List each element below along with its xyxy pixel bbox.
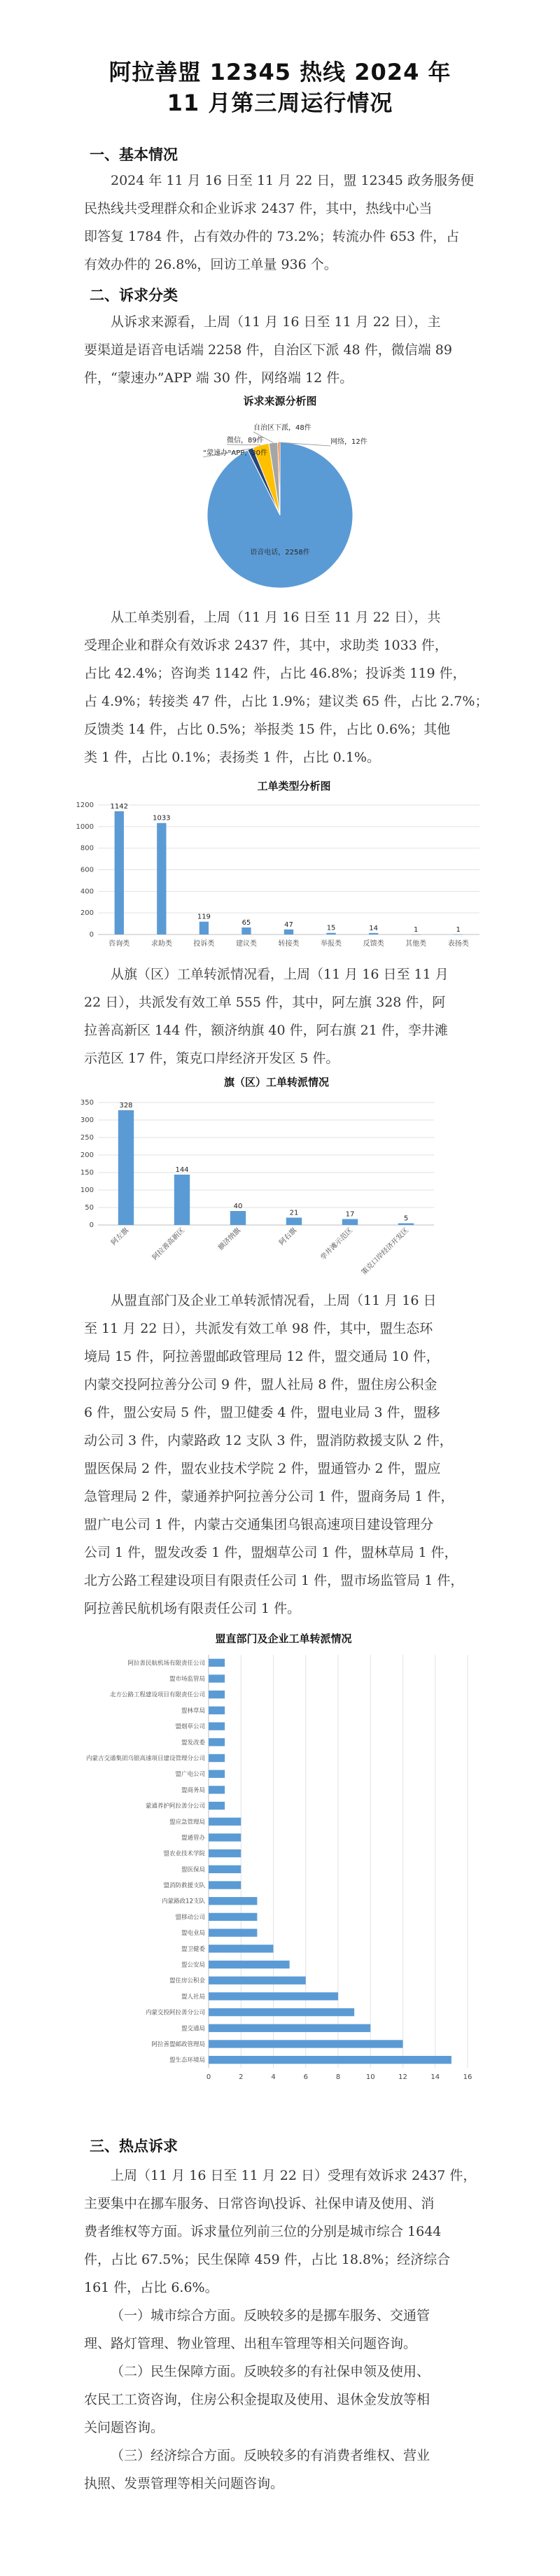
doc-title-line2: 11 月第三周运行情况 (167, 90, 393, 116)
x-tick-label: 求助类 (150, 940, 172, 948)
section1-heading: 一、基本情况 (90, 146, 178, 163)
bar (209, 2040, 403, 2047)
text-line: 盟医保局 2 件，盟农业技术学院 2 件，盟通管办 2 件，盟应 (84, 1461, 441, 1476)
text-line: 反馈类 14 件，占比 0.5%；举报类 15 件，占比 0.6%；其他 (84, 722, 451, 737)
x-tick-label: 14 (430, 2073, 440, 2081)
bar-value-label: 40 (233, 1203, 243, 1210)
department-chart-title: 盟直部门及企业工单转派情况 (215, 1632, 352, 1645)
bar (209, 1707, 225, 1714)
text-line: 境局 15 件，阿拉善盟邮政管理局 12 件，盟交通局 10 件， (84, 1349, 440, 1364)
text-line: 急管理局 2 件，蒙通养护阿拉善分公司 1 件，盟商务局 1 件， (84, 1489, 454, 1504)
y-tick-label: 150 (80, 1169, 94, 1177)
bar (209, 1754, 225, 1762)
text-line: 内蒙交投阿拉善分公司 9 件，盟人社局 8 件，盟住房公积金 (84, 1377, 438, 1392)
x-tick-label: 6 (303, 2073, 308, 2081)
text-line: 农民工工资咨询，住房公积金提取及使用、退休金发放等相 (84, 2392, 430, 2407)
text-line: 占比 42.4%；咨询类 1142 件，占比 46.8%；投诉类 119 件， (84, 666, 466, 681)
pie-data-label: 语音电话，2258件 (250, 549, 310, 556)
text-line: （二）民生保障方面。反映较多的有社保申领及使用、 (111, 2364, 430, 2379)
department-bar-svg (84, 1631, 483, 2121)
y-tick-label: 盟生态环境局 (169, 2057, 205, 2064)
y-tick-label: 盟电业局 (181, 1930, 205, 1938)
y-tick-label: 盟卫健委 (181, 1945, 205, 1953)
text-line: 关问题咨询。 (84, 2420, 164, 2435)
text-line: 从盟直部门及企业工单转派情况看，上周（11 月 16 日 (111, 1293, 437, 1308)
x-tick-label: 12 (398, 2073, 407, 2081)
y-tick-label: 盟通管办 (181, 1834, 205, 1842)
district-chart-title: 旗（区）工单转派情况 (223, 1076, 330, 1088)
y-tick-label: 0 (89, 931, 94, 939)
text-line: 理、路灯管理、物业管理、出租车管理等相关问题咨询。 (84, 2336, 417, 2351)
text-line: 件，“蒙速办”APP 端 30 件，网络端 12 件。 (84, 370, 354, 386)
bar (209, 1722, 225, 1730)
x-tick-label: 2 (239, 2073, 244, 2081)
bar (326, 933, 335, 934)
text-line: 要渠道是语音电话端 2258 件，自治区下派 48 件，微信端 89 (84, 342, 452, 358)
y-tick-label: 盟消防救援支队 (163, 1882, 205, 1890)
x-tick-label: 举报类 (321, 940, 342, 948)
x-tick-label: 8 (335, 2073, 341, 2081)
text-line: 民热线共受理群众和企业诉求 2437 件，其中，热线中心当 (84, 201, 433, 216)
bar (284, 930, 293, 934)
y-tick-label: 100 (80, 1186, 94, 1194)
y-tick-label: 800 (80, 844, 94, 853)
livelihood-paragraph (84, 2358, 508, 2442)
section2-heading: 二、诉求分类 (90, 287, 178, 304)
bar (209, 1928, 257, 1936)
pie-slice-0 (207, 442, 353, 588)
bar-value-label: 47 (284, 920, 293, 929)
y-tick-label: 盟发改委 (181, 1739, 205, 1746)
bar (209, 2056, 451, 2064)
x-tick-label: 表扬类 (447, 940, 469, 948)
y-tick-label: 盟公安局 (181, 1961, 205, 1969)
text-line: 从旗（区）工单转派情况看，上周（11 月 16 日至 11 月 (111, 967, 449, 982)
source-pie-svg (175, 392, 385, 596)
x-tick-label: 额济纳旗 (217, 1226, 243, 1252)
text-line: 阿拉善民航机场有限责任公司 1 件。 (84, 1601, 301, 1616)
urban-paragraph (84, 2302, 508, 2358)
text-line: （三）经济综合方面。反映较多的有消费者维权、营业 (111, 2448, 430, 2463)
y-tick-label: 400 (80, 888, 94, 896)
x-tick-label: 咨询类 (108, 940, 130, 948)
bar (115, 811, 124, 934)
bar (454, 934, 463, 935)
text-line: 公司 1 件，盟发改委 1 件，盟烟草公司 1 件，盟林草局 1 件， (84, 1545, 458, 1560)
y-tick-label: 盟广电公司 (175, 1771, 205, 1779)
text-line: 从诉求来源看，上周（11 月 16 日至 11 月 22 日），主 (111, 314, 441, 330)
type-bar-chart (66, 778, 486, 960)
x-tick-label: 4 (271, 2073, 276, 2081)
y-tick-label: 盟医保局 (181, 1866, 205, 1874)
x-tick-label: 阿左旗 (110, 1226, 131, 1247)
bar (209, 1961, 290, 1968)
y-tick-label: 盟农业技术学院 (163, 1850, 205, 1858)
y-tick-label: 50 (85, 1204, 94, 1212)
bar-value-label: 1 (456, 925, 461, 934)
text-line: 受理企业和群众有效诉求 2437 件，其中，求助类 1033 件， (84, 638, 448, 653)
y-tick-label: 0 (89, 1222, 94, 1229)
text-line: 即答复 1784 件，占有效办件的 73.2%；转流办件 653 件，占 (84, 229, 460, 244)
section1-paragraph (84, 167, 508, 279)
bar (230, 1211, 246, 1225)
bar (209, 1992, 338, 2000)
bar-value-label: 119 (197, 913, 211, 921)
doc-title-line1: 阿拉善盟 12345 热线 2024 年 (108, 59, 451, 85)
bar (209, 1770, 225, 1778)
source-paragraph (84, 308, 508, 392)
bar (157, 823, 166, 934)
pie-leader-line (227, 444, 260, 445)
y-tick-label: 内蒙路政12支队 (162, 1898, 205, 1905)
y-tick-label: 盟林草局 (181, 1707, 205, 1715)
bar-value-label: 5 (403, 1214, 409, 1223)
y-tick-label: 内蒙交投阿拉善分公司 (145, 2009, 205, 2017)
bar (209, 1690, 225, 1698)
x-tick-label: 阿右旗 (278, 1226, 299, 1247)
text-line: 6 件，盟公安局 5 件，盟卫健委 4 件，盟电业局 3 件，盟移 (84, 1405, 440, 1420)
department-bar-chart (84, 1631, 483, 2121)
bar (209, 1738, 225, 1746)
bar-value-label: 1033 (153, 814, 171, 822)
y-tick-label: 盟人社局 (181, 1993, 205, 2001)
pie-data-label: 网络，12件 (330, 438, 368, 446)
text-line: 执照、发票管理等相关问题咨询。 (84, 2476, 284, 2491)
bar (286, 1218, 302, 1226)
text-line: 北方公路工程建设项目有限责任公司 1 件，盟市场监管局 1 件， (84, 1573, 464, 1588)
x-tick-label: 其他类 (405, 940, 427, 948)
bar (342, 1219, 358, 1226)
bar-value-label: 328 (119, 1102, 133, 1110)
x-tick-label: 建议类 (235, 940, 257, 948)
y-tick-label: 盟市场监管局 (169, 1676, 205, 1684)
bar-value-label: 14 (369, 924, 378, 932)
text-line: 费者维权等方面。诉求量位列前三位的分别是城市综合 1644 (84, 2224, 442, 2239)
text-line: 2024 年 11 月 16 日至 11 月 22 日，盟 12345 政务服务便 (111, 173, 474, 188)
bar-value-label: 17 (345, 1210, 355, 1219)
bar-value-label: 1 (413, 925, 419, 934)
x-tick-label: 10 (365, 2073, 375, 2081)
department-paragraph (84, 1287, 508, 1623)
y-tick-label: 内蒙古交通集团乌银高速项目建设管理分公司 (85, 1755, 205, 1763)
type-bar-svg (66, 778, 486, 960)
x-tick-label: 反馈类 (363, 940, 384, 948)
bar (241, 927, 251, 934)
y-tick-label: 1200 (76, 802, 94, 809)
bar (209, 1865, 241, 1873)
y-tick-label: 1000 (76, 822, 94, 831)
pie-data-label: 微信，89件 (227, 437, 264, 444)
y-tick-label: 盟应急管理局 (169, 1819, 205, 1826)
text-line: 至 11 月 22 日），共派发有效工单 98 件，其中，盟生态环 (84, 1321, 433, 1336)
bar (209, 1818, 241, 1826)
y-tick-label: 350 (80, 1099, 94, 1107)
bar (398, 1224, 414, 1226)
y-tick-label: 200 (80, 909, 94, 918)
text-line: 上周（11 月 16 日至 11 月 22 日）受理有效诉求 2437 件， (111, 2168, 477, 2183)
bar (174, 1175, 190, 1225)
y-tick-label: 北方公路工程建设项目有限责任公司 (109, 1691, 205, 1699)
source-pie-chart (175, 392, 385, 596)
district-paragraph (84, 960, 508, 1072)
y-tick-label: 600 (80, 866, 94, 874)
y-tick-label: 蒙通养护阿拉善分公司 (145, 1802, 205, 1810)
y-tick-label: 盟移动公司 (175, 1914, 205, 1921)
y-tick-label: 盟商务局 (181, 1786, 205, 1794)
text-line: 件，占比 67.5%；民生保障 459 件，占比 18.8%；经济综合 (84, 2252, 451, 2267)
bar (209, 1786, 225, 1793)
bar-value-label: 15 (326, 924, 336, 932)
y-tick-label: 300 (80, 1116, 94, 1124)
hotspot-paragraph (84, 2162, 508, 2302)
text-line: 有效办件的 26.8%，回访工单量 936 个。 (84, 257, 337, 272)
type-paragraph (84, 603, 508, 771)
y-tick-label: 250 (80, 1134, 94, 1142)
bar (209, 2008, 354, 2016)
pie-data-label: 自治区下派，48件 (253, 424, 312, 432)
bar-value-label: 1142 (110, 802, 129, 811)
y-tick-label: 盟交通局 (181, 2025, 205, 2033)
pie-title: 诉求来源分析图 (243, 395, 317, 407)
pie-data-label: “蒙速办”APP，30件 (203, 449, 267, 457)
x-tick-label: 策克口岸经济开发区 (360, 1226, 411, 1277)
district-bar-chart (66, 1074, 486, 1284)
x-tick-label: 16 (463, 2073, 472, 2081)
x-tick-label: 转接类 (278, 940, 300, 948)
text-line: （一）城市综合方面。反映较多的是挪车服务、交通管 (111, 2308, 430, 2323)
x-tick-label: 孪井滩示范区 (318, 1226, 355, 1262)
bar-value-label: 144 (175, 1166, 189, 1174)
text-line: 161 件，占比 6.6%。 (84, 2280, 218, 2295)
bar (209, 1897, 257, 1905)
text-line: 主要集中在挪车服务、日常咨询\投诉、社保申请及使用、消 (84, 2196, 435, 2211)
text-line: 类 1 件，占比 0.1%；表扬类 1 件，占比 0.1%。 (84, 750, 380, 765)
bar (209, 1802, 225, 1809)
bar (209, 1977, 306, 1984)
text-line: 盟广电公司 1 件，内蒙古交通集团乌银高速项目建设管理分 (84, 1517, 434, 1532)
bar (412, 934, 421, 935)
bar (209, 1881, 241, 1889)
bar (209, 1833, 241, 1841)
bar-value-label: 65 (241, 918, 251, 927)
text-line: 拉善高新区 144 件，额济纳旗 40 件，阿右旗 21 件，孪井滩 (84, 1023, 448, 1038)
x-tick-label: 0 (206, 2073, 211, 2081)
y-tick-label: 盟住房公积金 (169, 1977, 205, 1985)
text-line: 动公司 3 件，内蒙路政 12 支队 3 件，盟消防救援支队 2 件， (84, 1433, 453, 1448)
bar (209, 2024, 370, 2032)
bar (369, 933, 378, 934)
bar-value-label: 21 (289, 1209, 299, 1217)
bar (209, 1659, 225, 1667)
economic-paragraph (84, 2442, 508, 2498)
bar (118, 1110, 134, 1225)
x-tick-label: 投诉类 (193, 940, 215, 948)
bar (209, 1674, 225, 1682)
section3-heading: 三、热点诉求 (90, 2138, 178, 2155)
y-tick-label: 阿拉善盟邮政管理局 (151, 2040, 205, 2048)
x-tick-label: 阿拉善高新区 (150, 1226, 187, 1262)
type-chart-title: 工单类型分析图 (257, 780, 331, 792)
text-line: 示范区 17 件，策克口岸经济开发区 5 件。 (84, 1051, 340, 1066)
y-tick-label: 阿拉善民航机场有限责任公司 (127, 1660, 205, 1667)
district-bar-svg (66, 1074, 486, 1284)
y-tick-label: 200 (80, 1152, 94, 1159)
bar (209, 1913, 257, 1921)
text-line: 从工单类别看，上周（11 月 16 日至 11 月 22 日），共 (111, 610, 441, 625)
bar (200, 922, 209, 934)
text-line: 占 4.9%；转接类 47 件，占比 1.9%；建议类 65 件，占比 2.7%； (84, 694, 489, 709)
y-tick-label: 盟烟草公司 (175, 1723, 205, 1731)
text-line: 22 日），共派发有效工单 555 件，其中，阿左旗 328 件，阿 (84, 995, 446, 1010)
bar (209, 1945, 274, 1952)
bar (209, 1849, 241, 1857)
